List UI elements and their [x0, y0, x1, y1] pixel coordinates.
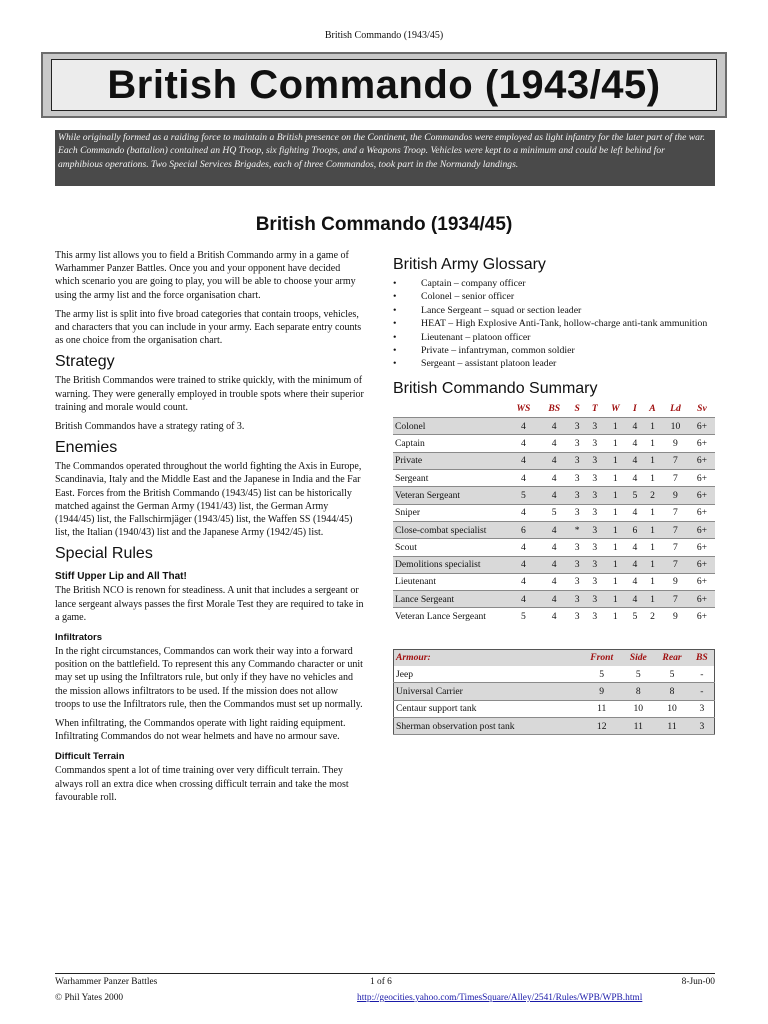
- difficult-terrain-heading: Difficult Terrain: [55, 751, 125, 763]
- summary-stat-cell: 3: [586, 435, 604, 452]
- summary-unit-name: Sniper: [393, 504, 507, 521]
- summary-stat-cell: 4: [507, 452, 540, 469]
- glossary-item: • Captain – company officer: [393, 277, 715, 290]
- infiltrators-paragraph-1: In the right circumstances, Commandos can work their way into a forward position on the battlefield. To represent this any Commando character or unit may set up using the Infiltrators rule, but only if they have no vehicles and the mission allows infiltrators to be used. If the mission does not allow troops to use the Infiltrators rule, then the Commandos must set up normally.: [55, 646, 363, 710]
- summary-stat-cell: 1: [604, 418, 627, 435]
- summary-stat-cell: 3: [569, 452, 586, 469]
- summary-stat-cell: 6: [627, 521, 643, 538]
- strategy-heading: Strategy: [55, 353, 115, 371]
- summary-stat-cell: 6+: [689, 470, 715, 487]
- summary-stat-cell: 4: [507, 539, 540, 556]
- summary-stat-cell: 3: [586, 591, 604, 608]
- glossary-heading: British Army Glossary: [393, 256, 546, 273]
- summary-stat-cell: 9: [662, 573, 689, 590]
- summary-stat-cell: 4: [627, 556, 643, 573]
- summary-stat-cell: 4: [540, 591, 569, 608]
- summary-stat-cell: 1: [643, 539, 662, 556]
- summary-stat-cell: 5: [627, 487, 643, 504]
- summary-stat-cell: 1: [604, 608, 627, 625]
- armour-value-cell: 12: [581, 717, 622, 734]
- summary-header-cell: WS: [516, 403, 531, 415]
- summary-stat-cell: 6+: [689, 573, 715, 590]
- summary-stat-cell: 1: [604, 521, 627, 538]
- armour-vehicle-name: Sherman observation post tank: [394, 717, 582, 734]
- summary-row: [393, 435, 715, 452]
- summary-stat-cell: 4: [540, 452, 569, 469]
- summary-stat-cell: 3: [569, 539, 586, 556]
- summary-unit-name: Veteran Lance Sergeant: [393, 608, 507, 625]
- summary-stat-cell: 3: [586, 521, 604, 538]
- summary-stat-cell: 1: [604, 504, 627, 521]
- armour-header-cell: Rear: [654, 649, 689, 666]
- summary-stat-cell: 3: [586, 504, 604, 521]
- summary-row: [393, 418, 715, 435]
- armour-value-cell: 10: [654, 700, 689, 717]
- summary-unit-name: Lieutenant: [393, 573, 507, 590]
- summary-stat-cell: 5: [507, 608, 540, 625]
- summary-header-cell: BS: [548, 403, 561, 415]
- summary-stat-cell: 10: [662, 418, 689, 435]
- summary-stat-cell: 4: [627, 591, 643, 608]
- summary-stat-cell: 4: [627, 573, 643, 590]
- summary-unit-name: Captain: [393, 435, 507, 452]
- summary-row: [393, 452, 715, 469]
- armour-value-cell: 3: [690, 700, 715, 717]
- summary-stat-cell: 9: [662, 435, 689, 452]
- summary-stat-cell: 4: [507, 573, 540, 590]
- summary-stat-cell: 1: [643, 452, 662, 469]
- special-rules-heading: Special Rules: [55, 545, 153, 563]
- summary-header-cell: A: [649, 403, 656, 415]
- armour-value-cell: 11: [654, 717, 689, 734]
- summary-stat-cell: 9: [662, 487, 689, 504]
- summary-stat-cell: 7: [662, 521, 689, 538]
- summary-stat-cell: 6+: [689, 504, 715, 521]
- stiff-upper-lip-paragraph: The British NCO is renown for steadiness. A unit that includes a sergeant or lance sergeant always passes the first Morale Test they are required to take in a game.: [55, 585, 364, 623]
- summary-unit-name: Close-combat specialist: [393, 521, 507, 538]
- summary-row: [393, 521, 715, 538]
- summary-row: [393, 573, 715, 590]
- summary-stat-cell: 3: [569, 487, 586, 504]
- summary-stat-cell: 7: [662, 504, 689, 521]
- summary-stat-cell: 1: [604, 435, 627, 452]
- summary-stat-cell: 6: [507, 521, 540, 538]
- summary-row: [393, 504, 715, 521]
- summary-stat-cell: 5: [540, 504, 569, 521]
- summary-stat-cell: 3: [569, 504, 586, 521]
- summary-stat-cell: 4: [540, 487, 569, 504]
- summary-unit-name: Sergeant: [393, 470, 507, 487]
- summary-stat-cell: 1: [643, 591, 662, 608]
- footer-date: 8-Jun-00: [681, 977, 715, 987]
- summary-stat-cell: 6+: [689, 521, 715, 538]
- summary-stat-cell: 3: [586, 418, 604, 435]
- glossary-list: [393, 277, 715, 371]
- summary-stat-cell: 3: [569, 470, 586, 487]
- strategy-paragraph-1: The British Commandos were trained to strike quickly, with the minimum of warning. They were generally employed in trouble spots where their superior training and morale would count.: [55, 375, 364, 413]
- summary-stat-cell: 4: [507, 504, 540, 521]
- summary-row: [393, 556, 715, 573]
- summary-header-row: [393, 401, 715, 418]
- summary-stat-cell: 4: [507, 435, 540, 452]
- summary-stat-cell: 6+: [689, 418, 715, 435]
- summary-stat-cell: 6+: [689, 452, 715, 469]
- summary-stat-cell: 4: [540, 556, 569, 573]
- summary-stat-cell: 5: [507, 487, 540, 504]
- summary-unit-name: Private: [393, 452, 507, 469]
- armour-value-cell: -: [690, 666, 715, 683]
- summary-stat-cell: 9: [662, 608, 689, 625]
- armour-vehicle-name: Jeep: [394, 666, 582, 683]
- intro-box: While originally formed as a raiding force to maintain a British presence on the Continent, the Commandos were employed as light infantry for the later part of the war. Each Commando (battalion) contained an HQ Troop, six fighting Troops, and a Weapons Troop. Vehicles were kept to a minimum and could be left behind for amphibious operations. Two Special Services Brigades, each of three Commandos, took part in the Normandy landings.: [55, 130, 715, 186]
- running-head: British Commando (1943/45): [324, 30, 444, 41]
- armour-header-cell: Front: [581, 649, 622, 666]
- summary-stat-cell: 6+: [689, 435, 715, 452]
- summary-stat-cell: 1: [643, 504, 662, 521]
- summary-unit-name: Veteran Sergeant: [393, 487, 507, 504]
- summary-stat-cell: 3: [569, 573, 586, 590]
- summary-stat-cell: 3: [586, 487, 604, 504]
- summary-stat-cell: 1: [643, 573, 662, 590]
- armour-header-cell: Armour:: [394, 649, 582, 666]
- armour-value-cell: 8: [622, 683, 654, 700]
- summary-stat-cell: 3: [569, 418, 586, 435]
- infiltrators-paragraph-2: When infiltrating, the Commandos operate with light raiding equipment. Infiltrating Commandos do not wear helmets and have no armour save.: [55, 718, 346, 743]
- summary-stat-cell: 3: [586, 573, 604, 590]
- enemies-paragraph: The Commandos operated throughout the world fighting the Axis in Europe, Scandinavia, Italy and the Middle East and the Japanese in India and the Far East. Forces from the British Commando (1943/45) list can be historically matched against the German Army (1941/43) list, the German Army (1944/45) list, the Fallschirmjäger (1943/45) list, the Waffen SS (1944/45) list, the Italian (1940/43) list and the Japanese Army (1942/45) list.: [55, 461, 362, 539]
- armour-value-cell: 9: [581, 683, 622, 700]
- summary-stat-cell: 1: [604, 539, 627, 556]
- summary-stat-cell: 3: [586, 608, 604, 625]
- summary-table: [393, 401, 715, 625]
- stiff-upper-lip-heading: Stiff Upper Lip and All That!: [55, 571, 187, 583]
- summary-header-cell: I: [633, 403, 637, 415]
- summary-stat-cell: 3: [586, 539, 604, 556]
- summary-stat-cell: 7: [662, 539, 689, 556]
- summary-stat-cell: 4: [540, 608, 569, 625]
- armour-value-cell: 11: [622, 717, 654, 734]
- summary-stat-cell: 3: [569, 608, 586, 625]
- summary-stat-cell: 4: [627, 418, 643, 435]
- summary-stat-cell: 7: [662, 452, 689, 469]
- armour-header-cell: BS: [690, 649, 715, 666]
- summary-stat-cell: 4: [627, 452, 643, 469]
- summary-stat-cell: 4: [540, 539, 569, 556]
- summary-stat-cell: 4: [540, 573, 569, 590]
- summary-stat-cell: 7: [662, 556, 689, 573]
- summary-stat-cell: 1: [643, 435, 662, 452]
- armour-body: [394, 666, 715, 735]
- summary-body: [393, 418, 715, 625]
- intro-paragraph-1: This army list allows you to field a British Commando army in a game of Warhammer Panzer Battles. Once you and your opponent have decided which scenario you are going to play, you will be able to choose your army using the army list and the force organisation chart.: [55, 250, 356, 301]
- section-title: British Commando (1934/45): [255, 214, 513, 235]
- armour-value-cell: 5: [581, 666, 622, 683]
- armour-row: [394, 666, 715, 683]
- armour-table: [393, 649, 715, 735]
- summary-stat-cell: 6+: [689, 487, 715, 504]
- infiltrators-heading: Infiltrators: [55, 632, 102, 644]
- summary-stat-cell: 4: [627, 504, 643, 521]
- summary-unit-name: Lance Sergeant: [393, 591, 507, 608]
- summary-stat-cell: 4: [507, 418, 540, 435]
- summary-stat-cell: 1: [643, 470, 662, 487]
- left-column: [55, 249, 365, 810]
- summary-header-cell: W: [611, 403, 620, 415]
- footer-rule: [55, 973, 715, 974]
- armour-value-cell: 10: [622, 700, 654, 717]
- summary-row: [393, 608, 715, 625]
- summary-stat-cell: 2: [643, 608, 662, 625]
- summary-stat-cell: 4: [540, 435, 569, 452]
- summary-stat-cell: 7: [662, 591, 689, 608]
- footer-copyright: © Phil Yates 2000: [55, 993, 124, 1003]
- armour-header-cell: Side: [622, 649, 654, 666]
- glossary-item: • Sergeant – assistant platoon leader: [393, 357, 715, 370]
- summary-row: [393, 470, 715, 487]
- summary-stat-cell: 6+: [689, 556, 715, 573]
- glossary-item: • Colonel – senior officer: [393, 290, 715, 303]
- footer-publication: Warhammer Panzer Battles: [55, 977, 158, 987]
- armour-value-cell: -: [690, 683, 715, 700]
- summary-stat-cell: 1: [604, 556, 627, 573]
- summary-stat-cell: 4: [507, 470, 540, 487]
- summary-stat-cell: 1: [604, 573, 627, 590]
- summary-stat-cell: 1: [604, 452, 627, 469]
- right-column: [393, 256, 715, 735]
- armour-value-cell: 11: [581, 700, 622, 717]
- summary-stat-cell: 3: [586, 470, 604, 487]
- summary-row: [393, 539, 715, 556]
- title-banner: [41, 52, 727, 118]
- summary-stat-cell: 3: [569, 591, 586, 608]
- enemies-heading: Enemies: [55, 439, 118, 457]
- summary-stat-cell: 6+: [689, 539, 715, 556]
- summary-stat-cell: 4: [540, 470, 569, 487]
- summary-stat-cell: 7: [662, 470, 689, 487]
- armour-value-cell: 5: [622, 666, 654, 683]
- summary-stat-cell: 3: [569, 556, 586, 573]
- summary-stat-cell: 6+: [689, 608, 715, 625]
- summary-stat-cell: 4: [540, 418, 569, 435]
- glossary-item: • Private – infantryman, common soldier: [393, 344, 715, 357]
- summary-stat-cell: 4: [627, 470, 643, 487]
- summary-unit-name: Colonel: [393, 418, 507, 435]
- summary-row: [393, 487, 715, 504]
- summary-stat-cell: 4: [627, 435, 643, 452]
- summary-heading: British Commando Summary: [393, 379, 598, 397]
- summary-stat-cell: 3: [569, 435, 586, 452]
- intro-paragraph-2: The army list is split into five broad categories that contain troops, vehicles, and characters that you can include in your army. Each separate entry counts as one choice from the organisation chart.: [55, 308, 362, 347]
- summary-stat-cell: 4: [540, 521, 569, 538]
- summary-unit-name: Demolitions specialist: [393, 556, 507, 573]
- glossary-item: • Lieutenant – platoon officer: [393, 331, 715, 344]
- summary-stat-cell: 1: [604, 470, 627, 487]
- armour-vehicle-name: Centaur support tank: [394, 700, 582, 717]
- summary-header-cell: T: [591, 403, 598, 415]
- footer-url-link[interactable]: http://geocities.yahoo.com/TimesSquare/Alley/2541/Rules/WPB/WPB.html: [357, 993, 643, 1003]
- summary-header-cell: Sv: [697, 403, 707, 415]
- summary-stat-cell: 4: [507, 591, 540, 608]
- armour-row: [394, 683, 715, 700]
- summary-stat-cell: 1: [604, 591, 627, 608]
- summary-stat-cell: *: [569, 521, 586, 538]
- glossary-item: • Lance Sergeant – squad or section leader: [393, 304, 715, 317]
- summary-stat-cell: 6+: [689, 591, 715, 608]
- armour-vehicle-name: Universal Carrier: [394, 683, 582, 700]
- armour-header-row: [394, 649, 715, 666]
- summary-header-cell: Ld: [670, 403, 681, 415]
- summary-stat-cell: 4: [507, 556, 540, 573]
- summary-stat-cell: 1: [643, 418, 662, 435]
- summary-stat-cell: 3: [586, 556, 604, 573]
- summary-stat-cell: 1: [604, 487, 627, 504]
- summary-stat-cell: 1: [643, 556, 662, 573]
- summary-stat-cell: 4: [627, 539, 643, 556]
- glossary-item: • HEAT – High Explosive Anti-Tank, hollow-charge anti-tank ammunition: [393, 317, 715, 330]
- armour-row: [394, 700, 715, 717]
- armour-row: [394, 717, 715, 734]
- summary-stat-cell: 1: [643, 521, 662, 538]
- strategy-paragraph-2: British Commandos have a strategy rating of 3.: [55, 421, 245, 433]
- armour-value-cell: 5: [654, 666, 689, 683]
- summary-header-cell: [393, 401, 507, 418]
- summary-header-cell: S: [574, 403, 580, 415]
- armour-value-cell: 8: [654, 683, 689, 700]
- page-number: 1 of 6: [370, 977, 392, 987]
- difficult-terrain-paragraph: Commandos spent a lot of time training over very difficult terrain. They always roll an extra dice when crossing difficult terrain and take the most favourable roll.: [55, 765, 349, 803]
- armour-value-cell: 3: [690, 717, 715, 734]
- summary-stat-cell: 5: [627, 608, 643, 625]
- summary-stat-cell: 3: [586, 452, 604, 469]
- title-banner-inner: [51, 59, 717, 111]
- summary-row: [393, 591, 715, 608]
- summary-stat-cell: 2: [643, 487, 662, 504]
- summary-unit-name: Scout: [393, 539, 507, 556]
- page-title: British Commando (1943/45): [107, 62, 661, 107]
